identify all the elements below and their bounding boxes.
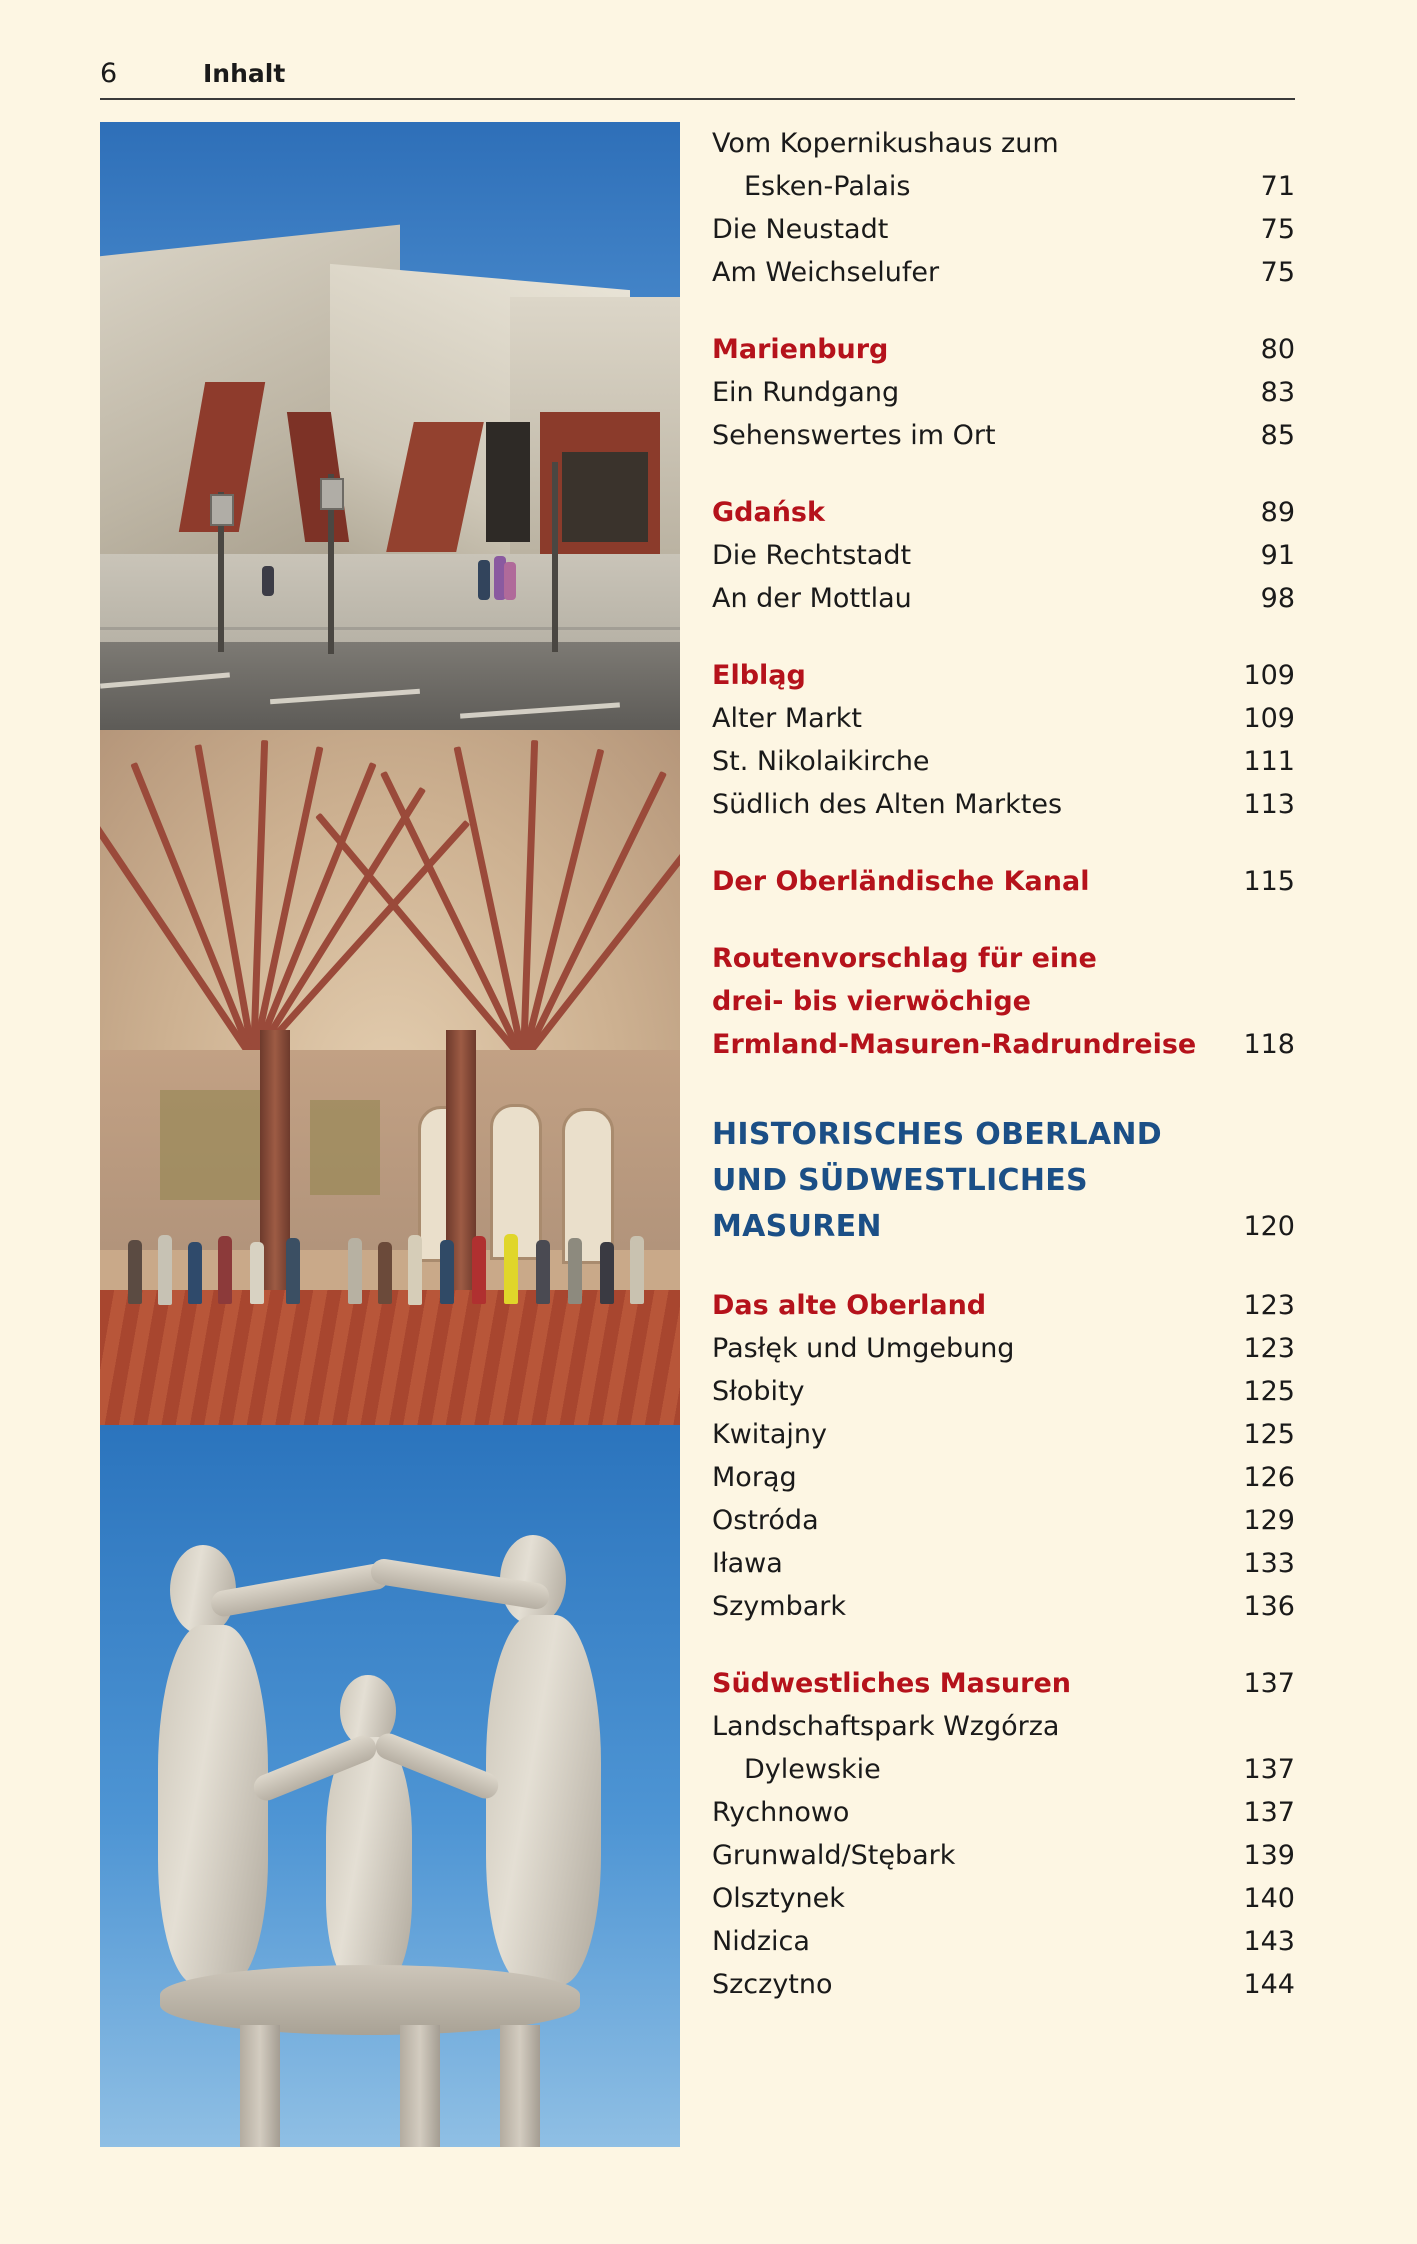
toc-entry-label: An der Mottlau [712,583,912,614]
toc-entry[interactable] [712,1705,1295,1748]
toc-group-spacer [712,903,1295,937]
toc-entry[interactable] [712,1748,1295,1791]
toc-entry-page: 89 [1260,497,1295,528]
toc-entry-label: Rychnowo [712,1797,850,1828]
toc-entry-label: Dylewskie [744,1754,881,1785]
toc-entry-label: Kwitajny [712,1419,828,1450]
photo-column [100,122,680,2147]
toc-entry-page: 143 [1243,1926,1295,1957]
toc-entry-label: Szczytno [712,1969,833,2000]
toc-entry-label: Der Oberländische Kanal [712,866,1090,897]
toc-entry-page: 125 [1243,1419,1295,1450]
toc-chapter-heading[interactable] [712,1204,1295,1250]
toc-entry-page: 120 [1243,1211,1295,1242]
toc-entry-page: 113 [1243,789,1295,820]
toc-entry-label: Die Neustadt [712,214,889,245]
toc-section-heading[interactable] [712,654,1295,697]
toc-entry-label: Sehenswertes im Ort [712,420,996,451]
toc-entry[interactable] [712,1542,1295,1585]
gothic-vaulted-hall-photo [100,730,680,1425]
toc-entry-page: 123 [1243,1333,1295,1364]
toc-entry-label: Olsztynek [712,1883,845,1914]
toc-entry[interactable] [712,1413,1295,1456]
toc-entry-label: Ein Rundgang [712,377,900,408]
toc-entry-page: 139 [1243,1840,1295,1871]
toc-entry-page: 83 [1260,377,1295,408]
toc-section-heading[interactable] [712,1284,1295,1327]
toc-entry[interactable] [712,1791,1295,1834]
toc-entry-label: drei- bis vierwöchige [712,986,1031,1017]
toc-entry[interactable] [712,1585,1295,1628]
toc-entry-page: 136 [1243,1591,1295,1622]
toc-entry[interactable] [712,165,1295,208]
toc-entry[interactable] [712,1963,1295,2006]
toc-entry-label: Marienburg [712,334,889,365]
toc-section-heading[interactable] [712,937,1295,980]
toc-entry-page: 133 [1243,1548,1295,1579]
toc-entry[interactable] [712,208,1295,251]
toc-entry[interactable] [712,1877,1295,1920]
toc-entry-page: 137 [1243,1754,1295,1785]
toc-entry[interactable] [712,577,1295,620]
toc-group-spacer [712,1628,1295,1662]
toc-entry-label: Grunwald/Stębark [712,1840,956,1871]
toc-entry-label: Elbląg [712,660,806,691]
toc-section-heading[interactable] [712,860,1295,903]
toc-entry[interactable] [712,740,1295,783]
toc-section-heading[interactable] [712,328,1295,371]
toc-entry-page: 111 [1243,746,1295,777]
toc-entry-label: St. Nikolaikirche [712,746,930,777]
toc-entry-label: Am Weichselufer [712,257,940,288]
toc-chapter-heading[interactable] [712,1112,1295,1158]
toc-entry-label: Gdańsk [712,497,825,528]
toc-entry-label: Ermland-Masuren-Radrundreise [712,1029,1197,1060]
toc-entry-page: 75 [1260,214,1295,245]
toc-group-spacer [712,1250,1295,1284]
toc-entry-label: Landschaftspark Wzgórza [712,1711,1060,1742]
toc-entry-page: 91 [1260,540,1295,571]
toc-entry-label: Südwestliches Masuren [712,1668,1071,1699]
toc-entry-label: Iława [712,1548,783,1579]
toc-entry-label: Esken-Palais [744,171,911,202]
toc-section-heading[interactable] [712,1662,1295,1705]
toc-group-spacer [712,826,1295,860]
toc-entry[interactable] [712,122,1295,165]
toc-entry-page: 125 [1243,1376,1295,1407]
toc-entry-label: Die Rechtstadt [712,540,912,571]
toc-entry-page: 109 [1243,660,1295,691]
toc-entry-label: Vom Kopernikushaus zum [712,128,1059,159]
toc-group-spacer [712,620,1295,654]
toc-section-heading[interactable] [712,980,1295,1023]
toc-entry[interactable] [712,534,1295,577]
page-header [100,58,1295,100]
toc-group-spacer [712,294,1295,328]
toc-entry[interactable] [712,1499,1295,1542]
toc-entry-label: Ostróda [712,1505,819,1536]
toc-entry-page: 80 [1260,334,1295,365]
page-number: 6 [100,58,118,89]
toc-entry-page: 137 [1243,1797,1295,1828]
toc-entry-label: Nidzica [712,1926,810,1957]
toc-entry-page: 71 [1260,171,1295,202]
toc-entry[interactable] [712,783,1295,826]
toc-entry-label: Das alte Oberland [712,1290,987,1321]
toc-entry-page: 109 [1243,703,1295,734]
toc-entry[interactable] [712,697,1295,740]
toc-chapter-heading[interactable] [712,1158,1295,1204]
toc-entry[interactable] [712,1370,1295,1413]
toc-entry-label: Słobity [712,1376,805,1407]
header-divider [100,98,1295,100]
stone-sculpture-photo [100,1425,680,2147]
toc-entry-page: 123 [1243,1290,1295,1321]
toc-entry-page: 137 [1243,1668,1295,1699]
toc-entry[interactable] [712,1327,1295,1370]
toc-entry-label: MASUREN [712,1209,882,1244]
modern-museum-building-photo [100,122,680,730]
toc-entry[interactable] [712,1456,1295,1499]
toc-section-heading[interactable] [712,1023,1295,1066]
toc-entry-page: 75 [1260,257,1295,288]
toc-entry-page: 85 [1260,420,1295,451]
toc-entry-label: HISTORISCHES OBERLAND [712,1117,1162,1152]
toc-entry-page: 129 [1243,1505,1295,1536]
toc-entry[interactable] [712,251,1295,294]
toc-group-spacer [712,1066,1295,1112]
table-of-contents [712,122,1295,2006]
toc-entry[interactable] [712,1920,1295,1963]
toc-entry-page: 126 [1243,1462,1295,1493]
toc-entry-page: 115 [1243,866,1295,897]
toc-group-spacer [712,457,1295,491]
toc-entry[interactable] [712,371,1295,414]
toc-entry-label: UND SÜDWESTLICHES [712,1163,1088,1198]
toc-entry-label: Szymbark [712,1591,847,1622]
toc-entry-page: 144 [1243,1969,1295,2000]
toc-section-heading[interactable] [712,491,1295,534]
toc-entry[interactable] [712,414,1295,457]
toc-entry[interactable] [712,1834,1295,1877]
toc-entry-label: Morąg [712,1462,797,1493]
page-title: Inhalt [203,59,286,88]
toc-entry-page: 98 [1260,583,1295,614]
toc-entry-label: Routenvorschlag für eine [712,943,1097,974]
toc-entry-label: Pasłęk und Umgebung [712,1333,1015,1364]
toc-entry-label: Südlich des Alten Marktes [712,789,1063,820]
toc-entry-page: 118 [1243,1029,1295,1060]
toc-entry-page: 140 [1243,1883,1295,1914]
toc-entry-label: Alter Markt [712,703,863,734]
